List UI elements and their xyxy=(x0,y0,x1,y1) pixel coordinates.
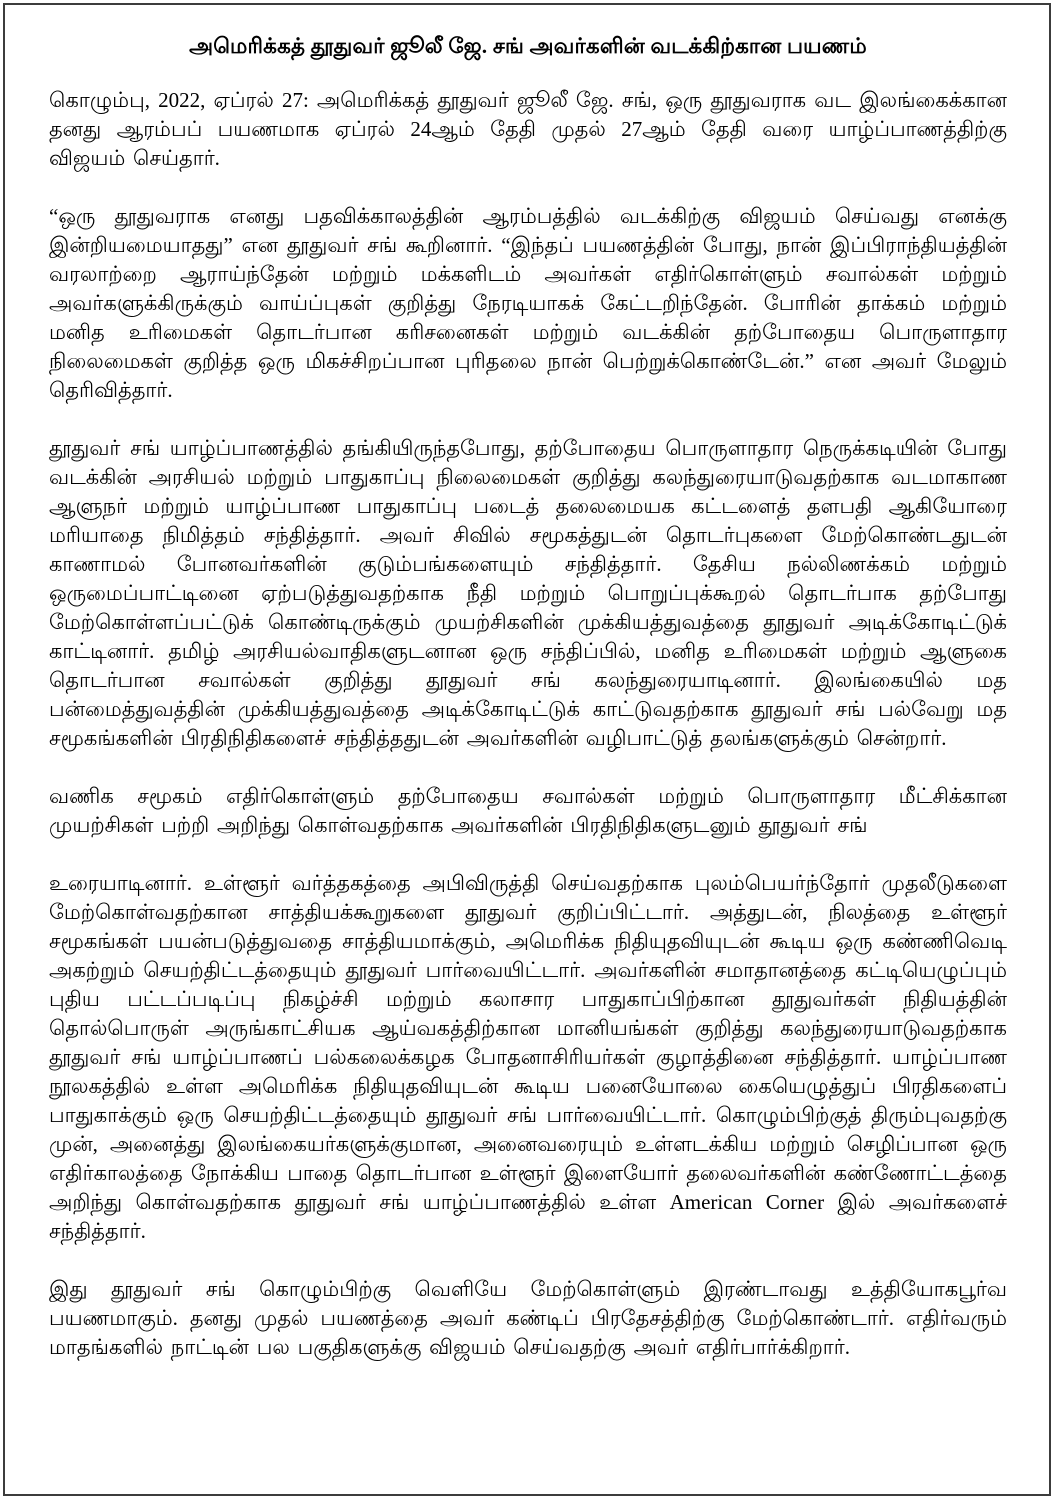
document-title: அமெரிக்கத் தூதுவர் ஜூலீ ஜே. சங் அவர்களின் வடக்கிற்கான பயணம் xyxy=(189,34,867,58)
paragraph-business-community: வணிக சமூகம் எதிர்கொள்ளும் தற்போதைய சவால்கள் மற்றும் பொருளாதார மீட்சிக்கான முயற்சிகள் பற்றி அறிந்து கொள்வதற்காக அவர்களின் பிரதிநிதிகளுடனும் தூதுவர் சங் xyxy=(49,784,1007,837)
paragraph-jaffna-meetings: தூதுவர் சங் யாழ்ப்பாணத்தில் தங்கியிருந்தபோது, தற்போதைய பொருளாதார நெருக்கடியின் போது வடக்கின் அரசியல் மற்றும் பாதுகாப்பு நிலைமைகள் குறித்து கலந்துரையாடுவதற்காக வடமாகாண ஆளுநர் மற்றும் யாழ்ப்பாண பாதுகாப்பு படைத் தலைமையக கட்டளைத் தளபதி ஆகியோரை மரியாதை நிமித்தம் சந்தித்தார். அவர் சிவில் சமூகத்துடன் தொடர்புகளை மேற்கொண்டதுடன் காணாமல் போனவர்களின் குடும்பங்களையும் சந்தித்தார். தேசிய நல்லிணக்கம் மற்றும் ஒருமைப்பாட்டினை ஏற்படுத்துவதற்காக நீதி மற்றும் பொறுப்புக்கூறல் தொடர்பாக தற்போது மேற்கொள்ளப்பட்டுக் கொண்டிருக்கும் முயற்சிகளின் முக்கியத்துவத்தை தூதுவர் அடிக்கோடிட்டுக் காட்டினார். தமிழ் அரசியல்வாதிகளுடனான ஒரு சந்திப்பில், மனித உரிமைகள் மற்றும் ஆளுகை தொடர்பான சவால்கள் குறித்து தூதுவர் சங் கலந்துரையாடினார். இலங்கையில் மத பன்மைத்துவத்தின் முக்கியத்துவத்தை அடிக்கோடிட்டுக் காட்டுவதற்காக தூதுவர் சங் பல்வேறு மத சமூகங்களின் பிரதிநிதிகளைச் சந்தித்ததுடன் அவர்களின் வழிபாட்டுத் தலங்களுக்கும் சென்றார். xyxy=(49,436,1007,750)
paragraph-quote: “ஒரு தூதுவராக எனது பதவிக்காலத்தின் ஆரம்பத்தில் வடக்கிற்கு விஜயம் செய்வது எனக்கு இன்றியமையாதது” என தூதுவர் சங் கூறினார். “இந்தப் பயணத்தின் போது, நான் இப்பிராந்தியத்தின் வரலாற்றை ஆராய்ந்தேன் மற்றும் மக்களிடம் அவர்கள் எதிர்கொள்ளும் சவால்கள் மற்றும் அவர்களுக்கிருக்கும் வாய்ப்புகள் குறித்து நேரடியாகக் கேட்டறிந்தேன். போரின் தாக்கம் மற்றும் மனித உரிமைகள் தொடர்பான கரிசனைகள் மற்றும் வடக்கின் தற்போதைய பொருளாதார நிலைமைகள் குறித்த ஒரு மிகச்சிறப்பான புரிதலை நான் பெற்றுக்கொண்டேன்.” என அவர் மேலும் தெரிவித்தார். xyxy=(49,204,1007,402)
paragraph-dateline: கொழும்பு, 2022, ஏப்ரல் 27: அமெரிக்கத் தூதுவர் ஜூலீ ஜே. சங், ஒரு தூதுவராக வட இலங்கைக்கான தனது ஆரம்பப் பயணமாக ஏப்ரல் 24ஆம் தேதி முதல் 27ஆம் தேதி வரை யாழ்ப்பாணத்திற்கு விஜயம் செய்தார். xyxy=(49,88,1007,170)
paragraph-closing: இது தூதுவர் சங் கொழும்பிற்கு வெளியே மேற்கொள்ளும் இரண்டாவது உத்தியோகபூர்வ பயணமாகும். தனது முதல் பயணத்தை அவர் கண்டிப் பிரதேசத்திற்கு மேற்கொண்டார். எதிர்வரும் மாதங்களில் நாட்டின் பல பகுதிகளுக்கு விஜயம் செய்வதற்கு அவர் எதிர்பார்க்கிறார். xyxy=(49,1277,1007,1359)
document-page xyxy=(3,3,1051,1496)
paragraph-programs-visits: உரையாடினார். உள்ளூர் வர்த்தகத்தை அபிவிருத்தி செய்வதற்காக புலம்பெயர்ந்தோர் முதலீடுகளை மேற்கொள்வதற்கான சாத்தியக்கூறுகளை தூதுவர் குறிப்பிட்டார். அத்துடன், நிலத்தை உள்ளூர் சமூகங்கள் பயன்படுத்துவதை சாத்தியமாக்கும், அமெரிக்க நிதியுதவியுடன் கூடிய ஒரு கண்ணிவெடி அகற்றும் செயற்திட்டத்தையும் தூதுவர் பார்வையிட்டார். அவர்களின் சமாதானத்தை கட்டியெழுப்பும் புதிய பட்டப்படிப்பு நிகழ்ச்சி மற்றும் கலாசார பாதுகாப்பிற்கான தூதுவர்கள் நிதியத்தின் தொல்பொருள் அருங்காட்சியக ஆய்வகத்திற்கான மானியங்கள் குறித்து கலந்துரையாடுவதற்காக தூதுவர் சங் யாழ்ப்பாணப் பல்கலைக்கழக போதனாசிரியர்கள் குழாத்தினை சந்தித்தார். யாழ்ப்பாண நூலகத்தில் உள்ள அமெரிக்க நிதியுதவியுடன் கூடிய பனையோலை கையெழுத்துப் பிரதிகளைப் பாதுகாக்கும் ஒரு செயற்திட்டத்தையும் தூதுவர் சங் பார்வையிட்டார். கொழும்பிற்குத் திரும்புவதற்கு முன், அனைத்து இலங்கையர்களுக்குமான, அனைவரையும் உள்ளடக்கிய மற்றும் செழிப்பான ஒரு எதிர்காலத்தை நோக்கிய பாதை தொடர்பான உள்ளூர் இளையோர் தலைவர்களின் கண்ணோட்டத்தை அறிந்து கொள்வதற்காக தூதுவர் சங் யாழ்ப்பாணத்தில் உள்ள American Corner இல் அவர்களைச் சந்தித்தார். xyxy=(49,871,1007,1243)
